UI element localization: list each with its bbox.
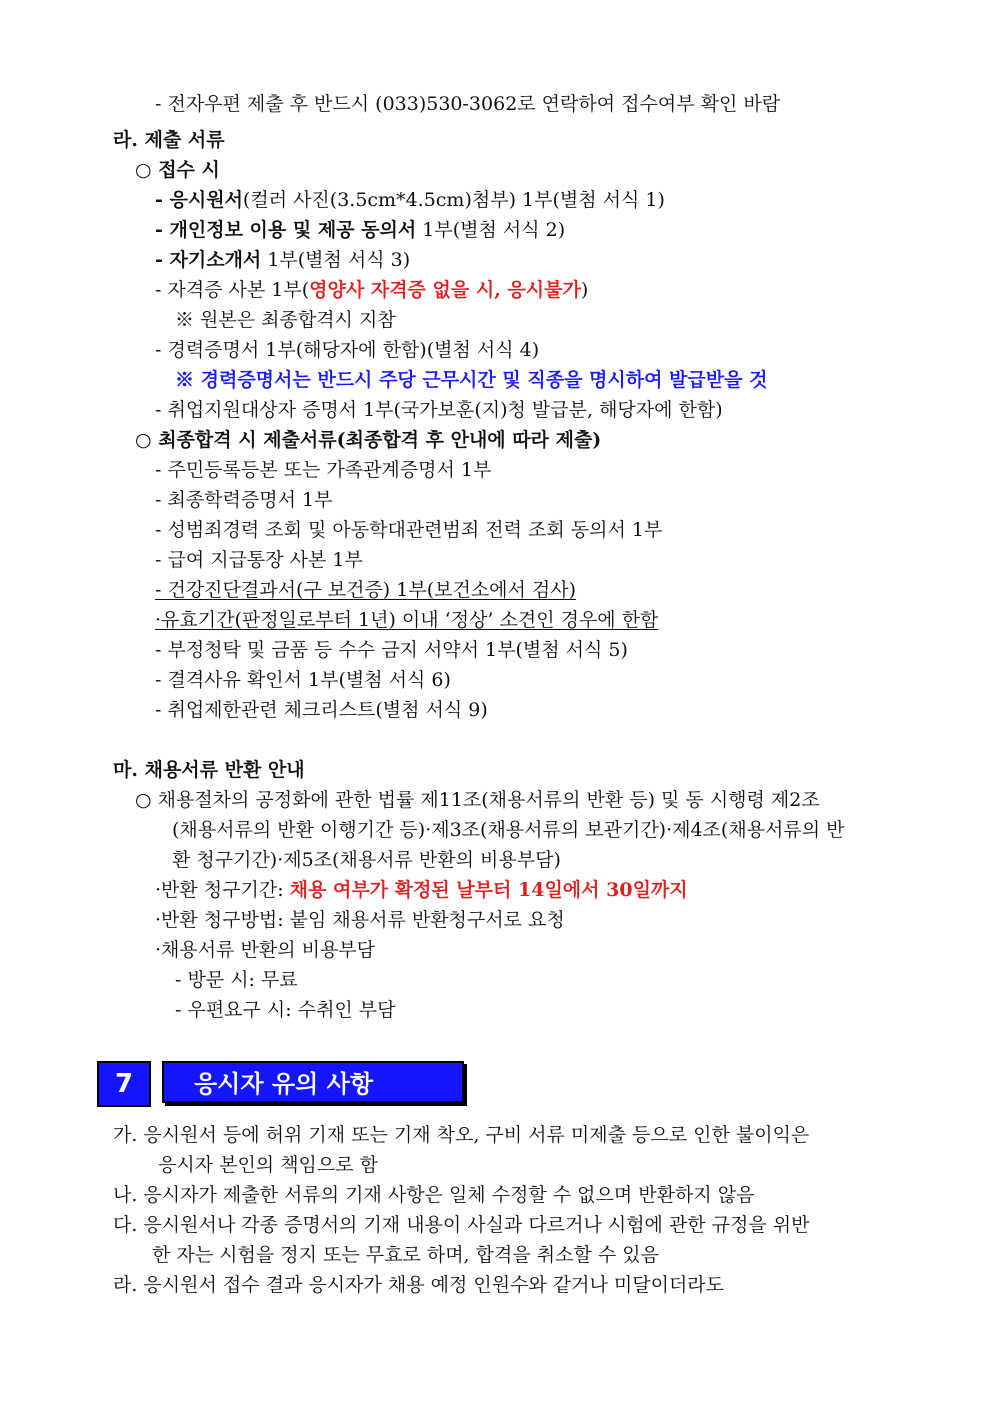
final-item-education: - 최종학력증명서 1부 (155, 489, 333, 511)
return-law-line-3: 환 청구기간)·제5조(채용서류 반환의 비용부담) (172, 849, 561, 871)
return-cost-visit: - 방문 시: 무료 (175, 969, 298, 991)
item-label: ·반환 청구기간: (155, 879, 290, 901)
item-career-certificate: - 경력증명서 1부(해당자에 한함)(별첨 서식 4) (155, 339, 540, 361)
subheading-final-documents: ○ 최종합격 시 제출서류(최종합격 후 안내에 따라 제출) (135, 429, 602, 451)
final-item-anti-graft-pledge: - 부정청탁 및 금품 등 수수 금지 서약서 1부(별첨 서식 5) (155, 639, 628, 661)
return-request-method: ·반환 청구방법: 붙임 채용서류 반환청구서로 요청 (155, 909, 565, 931)
note-career-certificate: ※ 경력증명서는 반드시 주당 근무시간 및 직종을 명시하여 발급받을 것 (175, 369, 768, 391)
note-ra: 라. 응시원서 접수 결과 응시자가 채용 예정 인원수와 같거나 미달이더라도 (113, 1274, 725, 1296)
item-application-form (155, 186, 665, 214)
item-detail: (컬러 사진(3.5cm*4.5cm)첨부) 1부(별첨 서식 1) (242, 189, 665, 211)
return-cost-burden: ·채용서류 반환의 비용부담 (155, 939, 376, 961)
item-label: - 자기소개서 (155, 249, 262, 271)
return-period-value: 채용 여부가 확정된 날부터 14일에서 30일까지 (289, 879, 688, 901)
final-item-disqualification-check: - 결격사유 확인서 1부(별첨 서식 6) (155, 669, 451, 691)
final-item-health-certificate: - 건강진단결과서(구 보건증) 1부(보건소에서 검사) (155, 579, 577, 601)
license-warning: 영양사 자격증 없을 시, 응시불가 (309, 279, 581, 301)
item-license-copy (155, 276, 588, 304)
final-item-health-validity: ·유효기간(판정일로부터 1년) 이내 ‘정상’ 소견인 경우에 한함 (155, 609, 659, 631)
section-number-badge: 7 (97, 1061, 151, 1107)
item-self-introduction (155, 246, 410, 274)
note-original-license: ※ 원본은 최종합격시 지참 (175, 309, 396, 331)
final-item-bank-account: - 급여 지급통장 사본 1부 (155, 549, 363, 571)
item-label: - 응시원서 (155, 189, 243, 211)
email-contact-line: - 전자우편 제출 후 반드시 (033)530-3062로 연락하여 접수여부 확인 바람 (155, 93, 781, 115)
heading-submission-documents: 라. 제출 서류 (113, 129, 225, 151)
note-ga-line-2: 응시자 본인의 책임으로 함 (158, 1154, 379, 1176)
item-close: ) (580, 279, 589, 301)
item-employment-support: - 취업지원대상자 증명서 1부(국가보훈(지)청 발급분, 해당자에 한함) (155, 399, 723, 421)
final-item-employment-restriction: - 취업제한관련 체크리스트(별첨 서식 9) (155, 699, 488, 721)
final-item-resident-register: - 주민등록등본 또는 가족관계증명서 1부 (155, 459, 492, 481)
return-law-line-1: ○ 채용절차의 공정화에 관한 법률 제11조(채용서류의 반환 등) 및 동 시행령 제2조 (135, 789, 820, 811)
item-privacy-consent (155, 216, 565, 244)
return-law-line-2: (채용서류의 반환 이행기간 등)·제3조(채용서류의 보관기간)·제4조(채용서류의 반 (172, 819, 845, 841)
note-da-line-2: 한 자는 시험을 정지 또는 무효로 하며, 합격을 취소할 수 있음 (152, 1244, 659, 1266)
return-cost-mail: - 우편요구 시: 수취인 부담 (175, 999, 396, 1021)
section-title-banner: 응시자 유의 사항 (162, 1061, 464, 1103)
item-label: - 자격증 사본 1부( (155, 279, 310, 301)
note-ga-line-1: 가. 응시원서 등에 허위 기재 또는 기재 착오, 구비 서류 미제출 등으로 인한 불이익은 (113, 1124, 810, 1146)
note-na: 나. 응시자가 제출한 서류의 기재 사항은 일체 수정할 수 없으며 반환하지 않음 (113, 1184, 755, 1206)
note-da-line-1: 다. 응시원서나 각종 증명서의 기재 내용이 사실과 다르거나 시험에 관한 규정을 위반 (113, 1214, 810, 1236)
item-detail: 1부(별첨 서식 3) (261, 249, 411, 271)
item-detail: 1부(별첨 서식 2) (416, 219, 566, 241)
final-item-criminal-check: - 성범죄경력 조회 및 아동학대관련범죄 전력 조회 동의서 1부 (155, 519, 663, 541)
return-request-period (155, 876, 688, 904)
subheading-at-application: ○ 접수 시 (135, 159, 220, 181)
heading-document-return: 마. 채용서류 반환 안내 (113, 759, 305, 781)
item-label: - 개인정보 이용 및 제공 동의서 (155, 219, 417, 241)
